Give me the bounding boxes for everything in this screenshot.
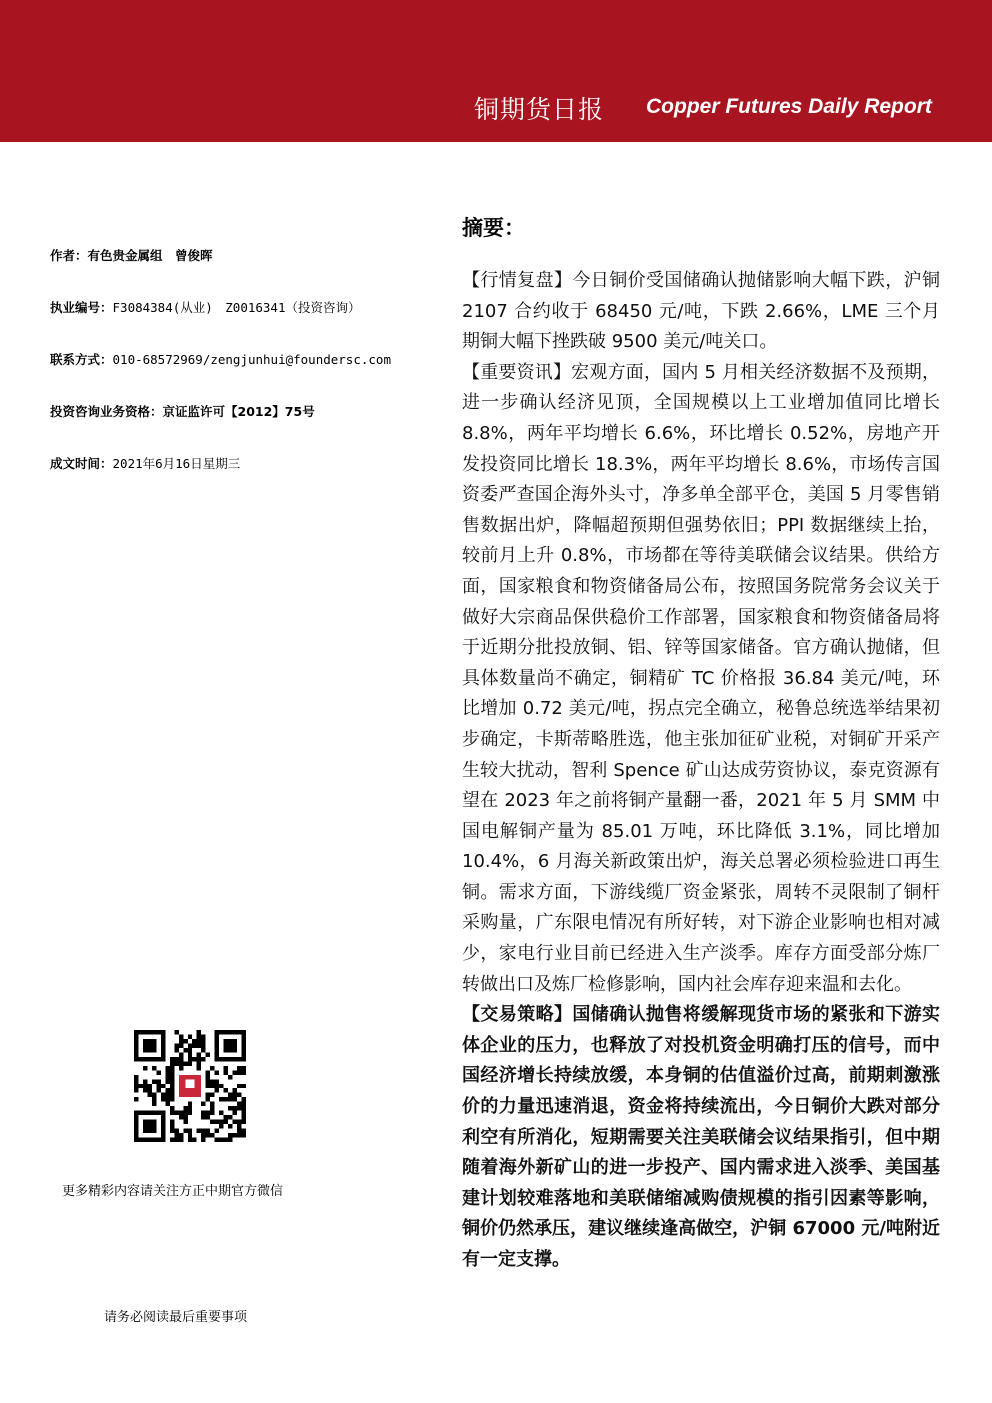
qr-caption: 更多精彩内容请关注方正中期官方微信 [62,1184,284,1199]
qualification-line [50,402,315,420]
contact-label: 联系方式： [50,352,113,367]
important-notice: 请务必阅读最后重要事项 [104,1310,248,1325]
date-value: 2021年6月16日星期三 [112,456,241,471]
summary-body [462,266,940,1276]
qualification-label: 投资咨询业务资格： [50,404,163,419]
license-label: 执业编号： [50,300,113,315]
date-line [50,454,240,472]
author-value: 有色贵金属组 曾俊晖 [87,248,213,263]
contact-value[interactable]: 010-68572969/zengjunhui@foundersc.com [112,352,391,367]
license-value: F3084384(从业) Z0016341（投资咨询） [112,300,361,315]
wechat-qr-code [134,1030,246,1142]
report-title-en: Copper Futures Daily Report [646,95,932,118]
market-review-paragraph: 【行情复盘】今日铜价受国储确认抛储影响大幅下跌，沪铜 2107 合约收于 68450 元/吨，下跌 2.66%，LME 三个月期铜大幅下挫跌破 9500 美元/吨关口。 [462,270,940,353]
date-label: 成文时间： [50,456,113,471]
qualification-value: 京证监许可【2012】75号 [162,404,315,419]
report-title-cn: 铜期货日报 [474,95,605,124]
news-paragraph: 【重要资讯】宏观方面，国内 5 月相关经济数据不及预期，进一步确认经济见顶，全国规模以上工业增加值同比增长 8.8%，两年平均增长 6.6%，环比增长 0.52%，房地产开发投资同比增长 18.3%，两年平均增长 8.6%，市场传言国资委严查国企海外头寸，净多单全部平仓，美国 5 月零售销售数据出炉，降幅超预期但强势依旧；PPI 数据继续上抬，较前月上升 0.8%，市场都在等待美联储会议结果。供给方面，国家粮食和物资储备局公布，按照国务院常务会议关于做好大宗商品保供稳价工作部署，国家粮食和物资储备局将于近期分批投放铜、铝、锌等国家储备。官方确认抛储，但具体数量尚不确定，铜精矿 TC 价格报 36.84 美元/吨，环比增加 0.72 美元/吨，拐点完全确立，秘鲁总统选举结果初步确定，卡斯蒂略胜选，他主张加征矿业税，对铜矿开采产生较大扰动，智利 Spence 矿山达成劳资协议，泰克资源有望在 2023 年之前将铜产量翻一番，2021 年 5 月 SMM 中国电解铜产量为 85.01 万吨，环比降低 3.1%，同比增加 10.4%，6 月海关新政策出炉，海关总署必须检验进口再生铜。需求方面，下游线缆厂资金紧张，周转不灵限制了铜杆采购量，广东限电情况有所好转，对下游企业影响也相对减少，家电行业目前已经进入生产淡季。库存方面受部分炼厂转做出口及炼厂检修影响，国内社会库存迎来温和去化。 [462,361,940,995]
contact-line [50,350,391,368]
strategy-paragraph: 【交易策略】国储确认抛售将缓解现货市场的紧张和下游实体企业的压力，也释放了对投机资金明确打压的信号，而中国经济增长持续放缓，本身铜的估值溢价过高，前期刺激涨价的力量迅速消退，资金将持续流出，今日铜价大跌对部分利空有所消化，短期需要关注美联储会议结果指引，但中期随着海外新矿山的进一步投产、国内需求进入淡季、美国基建计划较难落地和美联储缩减购债规模的指引因素等影响，铜价仍然承压，建议继续逢高做空，沪铜 67000 元/吨附近有一定支撑。 [462,1004,940,1270]
summary-title: 摘要： [462,216,525,240]
license-line [50,298,360,316]
header-banner [0,0,992,142]
author-label: 作者： [50,248,88,263]
author-line [50,246,213,264]
